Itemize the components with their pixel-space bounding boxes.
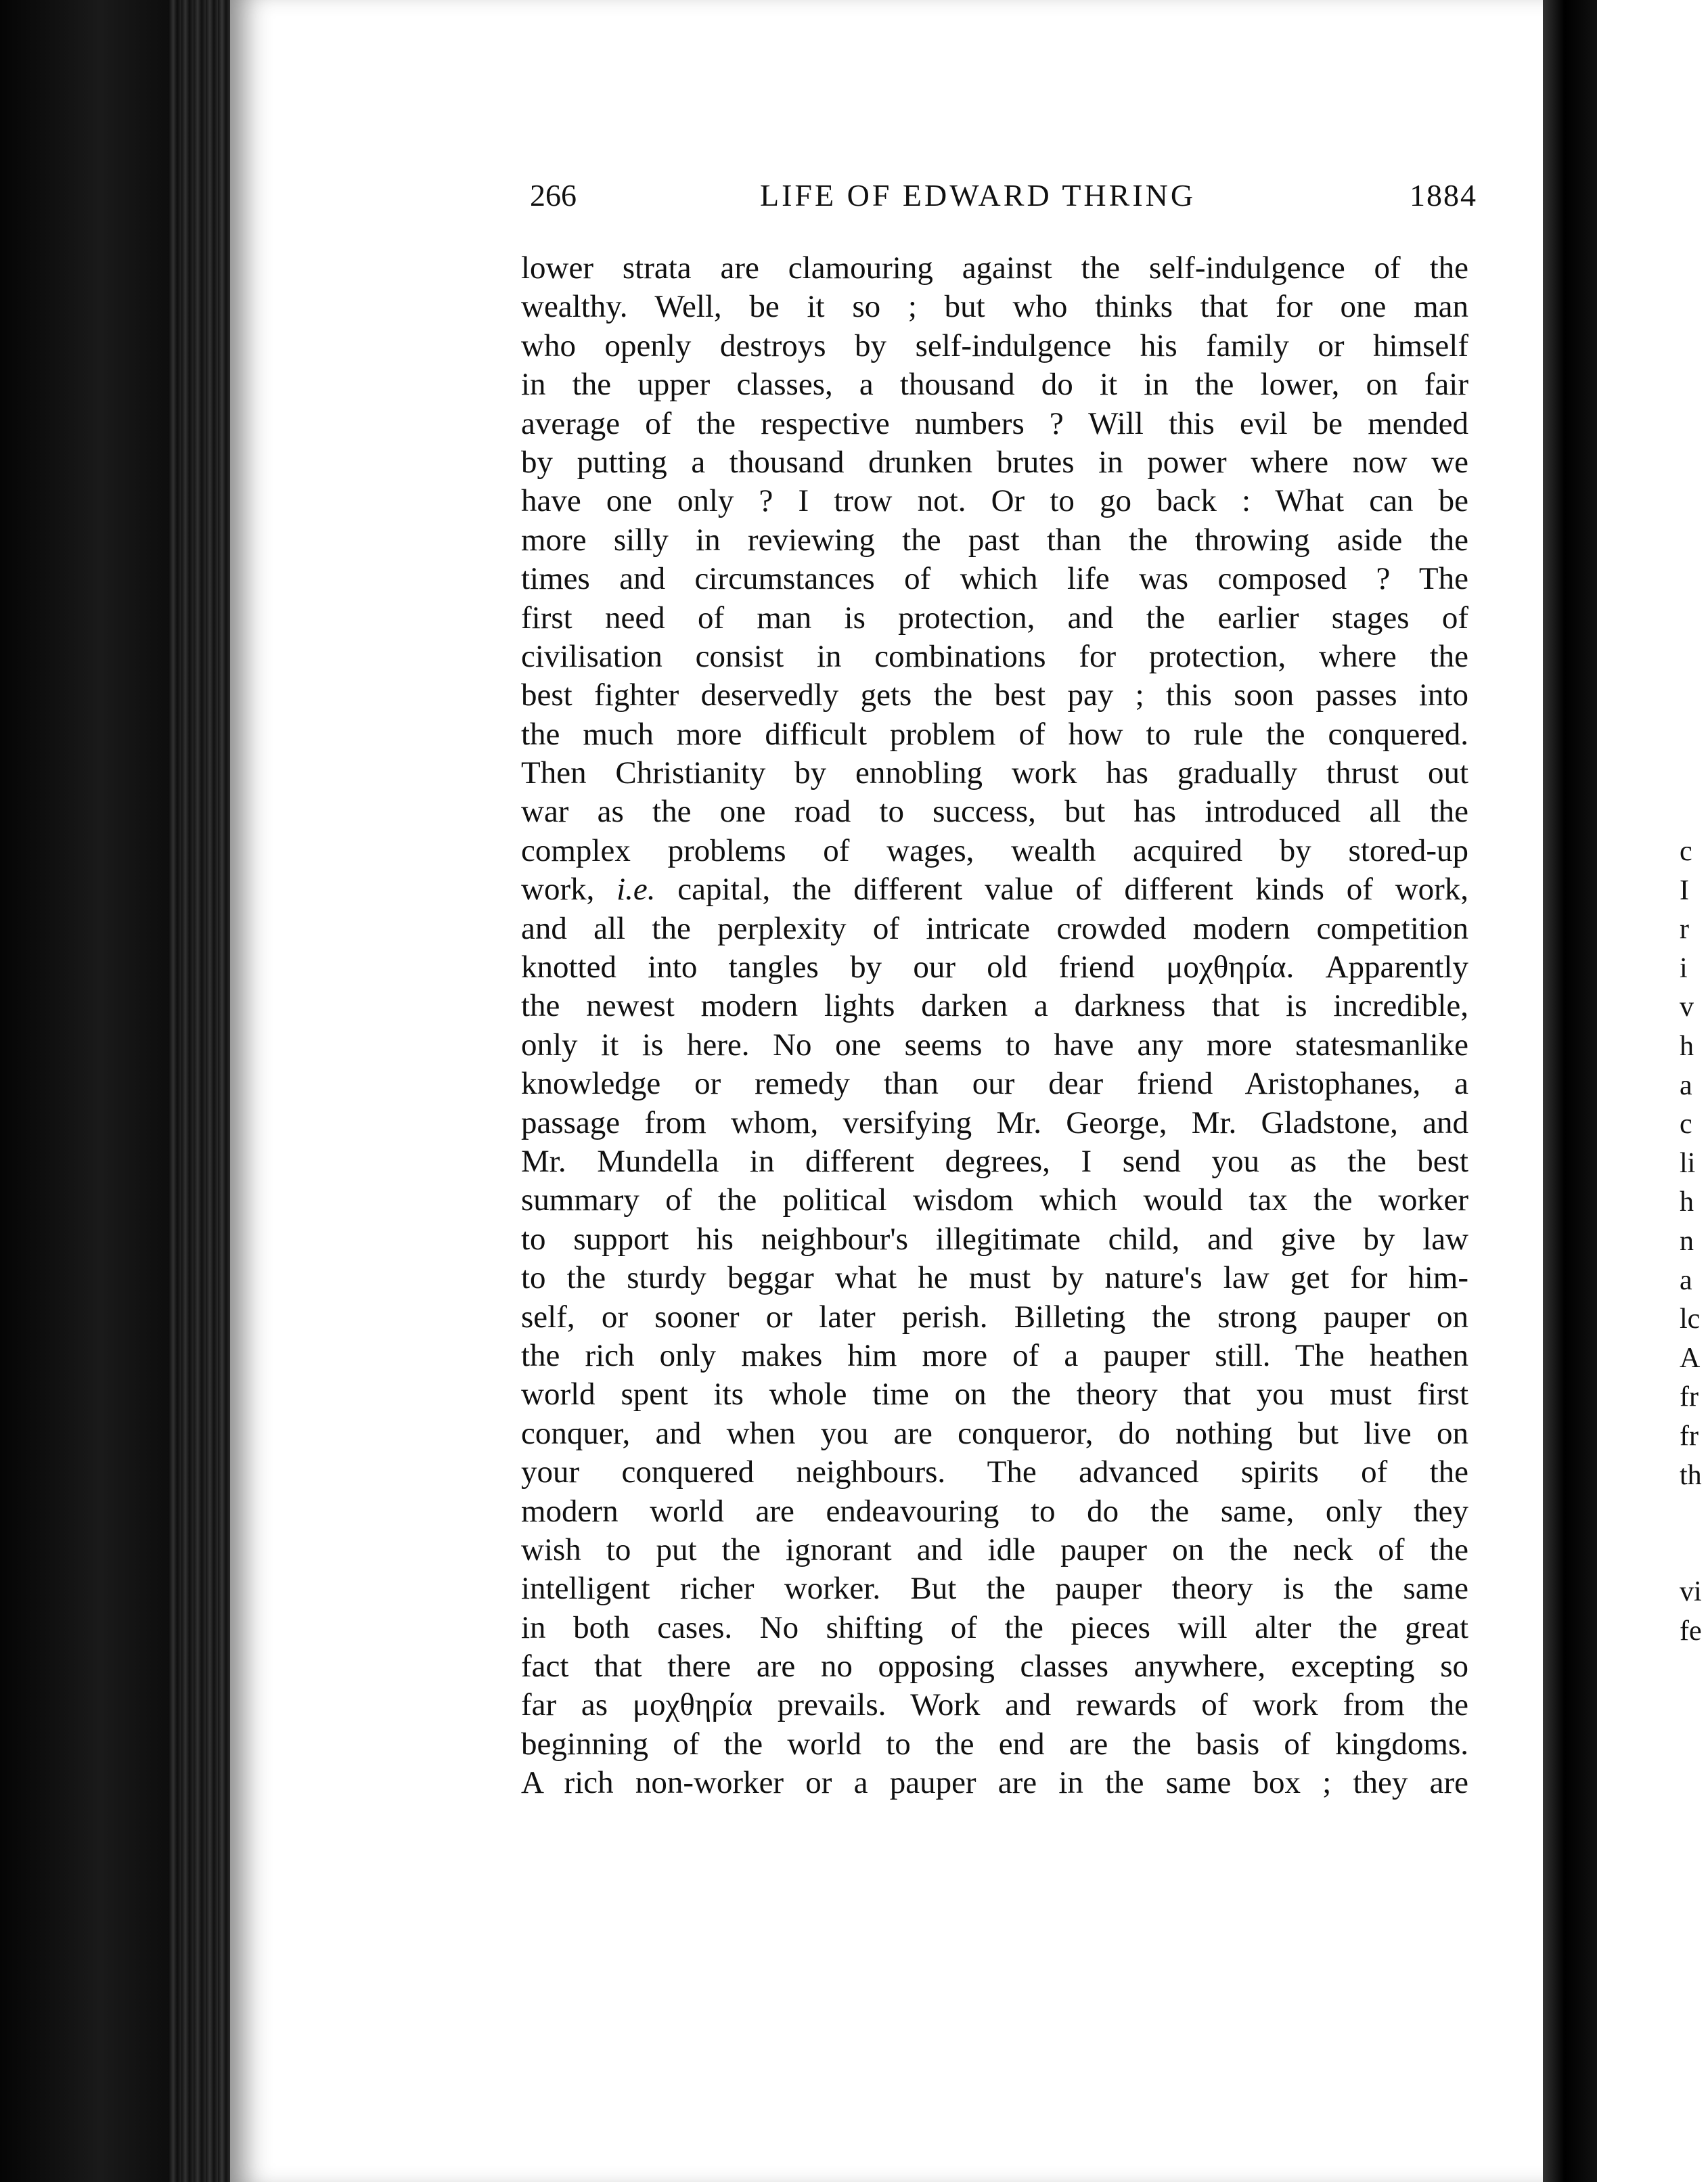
text-line	[521, 1026, 1468, 1065]
text-line-content: world spent its whole time on the theory that you must first	[521, 1377, 1468, 1412]
text-line-content: far as μοχθηρία prevails. Work and rewards of work from the	[521, 1687, 1468, 1723]
text-line-content: the much more difficult problem of how to rule the conquered.	[521, 716, 1468, 752]
facing-fragment: fr	[1680, 1420, 1699, 1452]
text-line	[521, 521, 1468, 560]
facing-fragment: a	[1680, 1069, 1692, 1101]
body-text	[521, 249, 1468, 1803]
text-line	[521, 1531, 1468, 1569]
facing-fragment: vi	[1680, 1576, 1702, 1608]
page-number: 266	[530, 178, 577, 213]
text-line	[521, 1337, 1468, 1375]
text-line-content: your conquered neighbours. The advanced spirits of the	[521, 1454, 1468, 1490]
text-line-content: in both cases. No shifting of the pieces will alter the great	[521, 1609, 1468, 1645]
facing-fragment: th	[1680, 1459, 1702, 1491]
text-line-content: lower strata are clamouring against the self-indulgence of the	[521, 250, 1468, 286]
facing-fragment: A	[1680, 1342, 1701, 1374]
text-line-content: in the upper classes, a thousand do it in the lower, on fair	[521, 367, 1468, 403]
facing-fragment: c	[1680, 1109, 1692, 1140]
text-line-content: have one only ? I trow not. Or to go back : What can be	[521, 483, 1468, 519]
text-line-content: the newest modern lights darken a darkness that is incredible,	[521, 988, 1468, 1024]
facing-fragment: I	[1680, 874, 1689, 906]
text-line	[521, 560, 1468, 598]
facing-fragment: i	[1680, 952, 1688, 984]
text-line-content: average of the respective numbers ? Will this evil be mended	[521, 405, 1468, 441]
text-line	[521, 1181, 1468, 1220]
text-line	[521, 1142, 1468, 1181]
text-line-content: work, i.e. capital, the different value of different kinds of work,	[521, 872, 1468, 908]
text-line	[521, 1686, 1468, 1724]
text-line-content: fact that there are no opposing classes anywhere, excepting so	[521, 1649, 1468, 1685]
italic-abbrev: i.e.	[616, 872, 656, 908]
text-line-content: war as the one road to success, but has introduced all the	[521, 794, 1468, 830]
text-line	[521, 870, 1468, 909]
facing-fragment: h	[1680, 1030, 1694, 1062]
text-line-content: more silly in reviewing the past than the throwing aside the	[521, 522, 1468, 558]
text-line	[521, 1220, 1468, 1259]
running-year: 1884	[1410, 178, 1477, 213]
text-line-content: summary of the political wisdom which would tax the worker	[521, 1182, 1468, 1218]
text-line-content: first need of man is protection, and the earlier stages of	[521, 600, 1468, 636]
text-line-content: and all the perplexity of intricate crowded modern competition	[521, 910, 1468, 946]
text-line-content: beginning of the world to the end are the basis of kingdoms.	[521, 1726, 1468, 1762]
text-line-content: civilisation consist in combinations for protection, where the	[521, 638, 1468, 674]
text-line-content: conquer, and when you are conqueror, do nothing but live on	[521, 1415, 1468, 1451]
facing-fragment: h	[1680, 1186, 1694, 1218]
facing-fragment: fe	[1680, 1615, 1702, 1647]
facing-fragment: a	[1680, 1264, 1692, 1296]
text-line	[521, 1298, 1468, 1337]
text-line-content: intelligent richer worker. But the pauper theory is the same	[521, 1571, 1468, 1607]
text-line	[521, 249, 1468, 288]
text-line	[521, 832, 1468, 870]
text-line	[521, 754, 1468, 793]
text-line	[521, 599, 1468, 638]
facing-fragment	[1680, 1495, 1708, 1534]
text-line	[521, 1104, 1468, 1142]
text-line	[521, 987, 1468, 1025]
text-line-content: Mr. Mundella in different degrees, I send you as the best	[521, 1143, 1468, 1179]
text-line	[521, 948, 1468, 987]
text-line-content: the rich only makes him more of a pauper still. The heathen	[521, 1337, 1468, 1373]
text-line	[521, 1259, 1468, 1297]
text-line	[521, 910, 1468, 948]
text-line	[521, 288, 1468, 326]
text-line-content: wealthy. Well, be it so ; but who thinks that for one man	[521, 289, 1468, 325]
text-line-content: Then Christianity by ennobling work has gradually thrust out	[521, 755, 1468, 791]
text-line	[521, 443, 1468, 482]
facing-fragment	[1680, 1534, 1708, 1574]
text-line	[521, 638, 1468, 676]
text-line	[521, 1609, 1468, 1647]
text-line-content: who openly destroys by self-indulgence his family or himself	[521, 328, 1468, 363]
text-line-content: complex problems of wages, wealth acquired by stored-up	[521, 832, 1468, 868]
text-line-content: to support his neighbour's illegitimate child, and give by law	[521, 1221, 1468, 1257]
facing-fragment: li	[1680, 1147, 1696, 1179]
text-line	[521, 365, 1468, 404]
text-line	[521, 1764, 1468, 1802]
text-line	[521, 1375, 1468, 1414]
text-line	[521, 1647, 1468, 1686]
text-line-content: knowledge or remedy than our dear friend Aristophanes, a	[521, 1066, 1468, 1102]
text-line-content: passage from whom, versifying Mr. George, Mr. Gladstone, and	[521, 1105, 1468, 1140]
text-line	[521, 676, 1468, 715]
text-line	[521, 1065, 1468, 1103]
running-title: LIFE OF EDWARD THRING	[760, 178, 1196, 213]
text-line-content: wish to put the ignorant and idle pauper on the neck of the	[521, 1532, 1468, 1567]
text-line-content: only it is here. No one seems to have any more statesmanlike	[521, 1027, 1468, 1063]
text-line	[521, 405, 1468, 443]
facing-fragment: c	[1680, 836, 1692, 867]
page-gutter-edge	[1543, 0, 1597, 2182]
text-line-content: by putting a thousand drunken brutes in power where now we	[521, 444, 1468, 480]
text-line-content: knotted into tangles by our old friend μοχθηρία. Apparently	[521, 950, 1468, 985]
text-line	[521, 1492, 1468, 1531]
text-line	[521, 1453, 1468, 1492]
text-line-content: self, or sooner or later perish. Billeting the strong pauper on	[521, 1299, 1468, 1335]
text-line-content: modern world are endeavouring to do the same, only they	[521, 1493, 1468, 1529]
text-line-content: best fighter deservedly gets the best pay ; this soon passes into	[521, 677, 1468, 713]
text-line	[521, 482, 1468, 520]
facing-fragment: lc	[1680, 1304, 1701, 1335]
text-line	[521, 1725, 1468, 1764]
text-line-content: A rich non-worker or a pauper are in the same box ; they are	[521, 1765, 1468, 1801]
text-line	[521, 793, 1468, 831]
facing-fragment: fr	[1680, 1381, 1699, 1413]
text-line-content: to the sturdy beggar what he must by nature's law get for him-	[521, 1260, 1468, 1296]
running-head	[530, 177, 1477, 225]
text-line	[521, 715, 1468, 754]
facing-fragment: v	[1680, 992, 1694, 1023]
facing-page-fragments	[1680, 832, 1708, 1651]
text-line	[521, 327, 1468, 365]
text-line-content: times and circumstances of which life was composed ? The	[521, 561, 1468, 597]
facing-fragment: n	[1680, 1225, 1694, 1257]
facing-fragment: r	[1680, 914, 1689, 945]
text-line	[521, 1569, 1468, 1608]
text-line	[521, 1415, 1468, 1453]
